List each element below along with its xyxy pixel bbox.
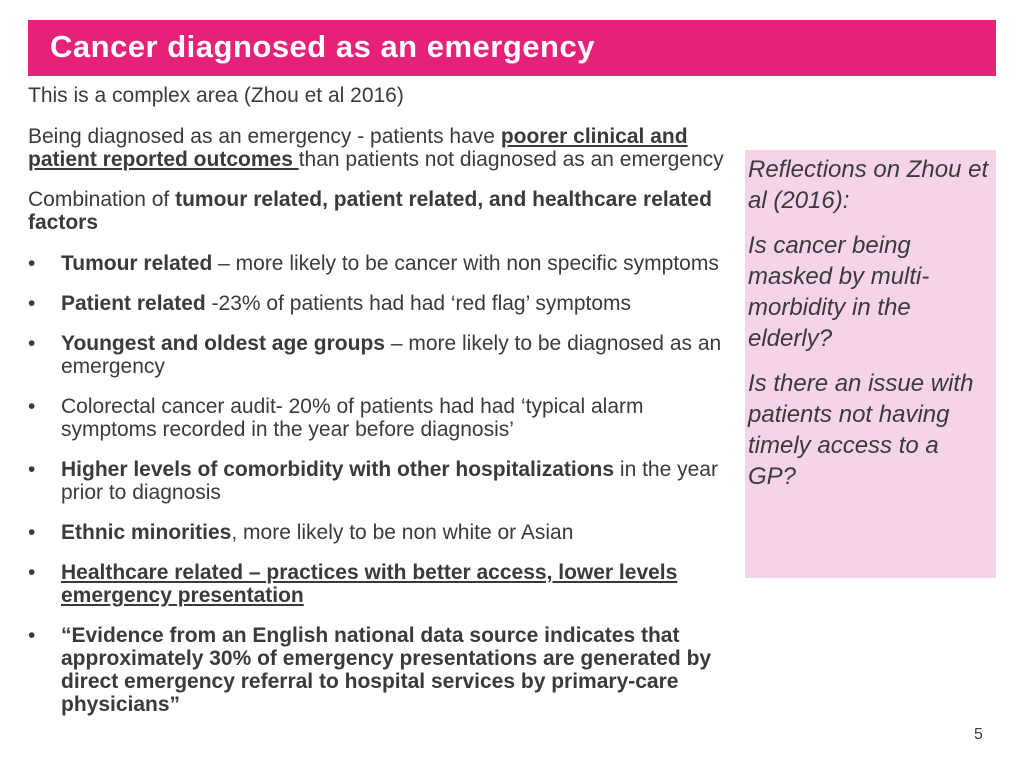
comorbidity-label: Higher levels of comorbidity with other hospitalizations (61, 458, 615, 481)
list-item-evidence (28, 624, 740, 716)
bullet-marker: • (28, 521, 36, 544)
combination-factors: tumour related, patient related, and healthcare related factors (28, 188, 712, 234)
evidence-quote: “Evidence from an English national data source indicates that approximately 30% of emergency presentations are generated by direct emergency referral to hospital services by primary-care physicians” (61, 624, 712, 716)
list-item-comorbidity (28, 458, 740, 504)
age-label: Youngest and oldest age groups (61, 332, 385, 355)
page-number: 5 (974, 726, 983, 743)
emergency-suffix: than patients not diagnosed as an emergency (298, 148, 724, 171)
emergency-paragraph (28, 125, 740, 171)
list-item-healthcare (28, 561, 740, 607)
age-text: – more likely to be diagnosed as an emergency (61, 332, 722, 378)
list-item-ethnic (28, 521, 740, 544)
patient-text: -23% of patients had had ‘red flag’ symptoms (205, 292, 631, 315)
colorectal-text: Colorectal cancer audit- 20% of patients had had ‘typical alarm symptoms recorded in the year before diagnosis’ (61, 395, 644, 441)
reflections-heading: Reflections on Zhou et al (2016): (748, 156, 989, 214)
factor-list (28, 252, 740, 716)
main-content (28, 84, 740, 733)
ethnic-text: , more likely to be non white or Asian (231, 521, 574, 544)
bullet-marker: • (28, 332, 36, 355)
reflections-box (745, 150, 996, 578)
title-bar (28, 20, 996, 76)
list-item-colorectal (28, 395, 740, 441)
tumour-text: – more likely to be cancer with non specific symptoms (212, 252, 719, 275)
bullet-marker: • (28, 292, 36, 315)
comorbidity-text: in the year prior to diagnosis (61, 458, 718, 504)
reflections-question-multimorbidity: Is cancer being masked by multi-morbidity in the elderly? (748, 232, 930, 352)
intro-text: This is a complex area (Zhou et al 2016) (28, 84, 404, 107)
reflections-question-gp-access: Is there an issue with patients not having timely access to a GP? (748, 370, 974, 490)
combination-paragraph (28, 188, 740, 234)
patient-label: Patient related (61, 292, 206, 315)
tumour-label: Tumour related (61, 252, 213, 275)
list-item-patient (28, 292, 740, 315)
healthcare-label: Healthcare related – practices with better access, lower levels emergency presentation (61, 561, 678, 607)
bullet-marker: • (28, 252, 36, 275)
bullet-marker: • (28, 395, 36, 418)
slide-title: Cancer diagnosed as an emergency (50, 29, 595, 64)
emergency-prefix: Being diagnosed as an emergency - patients have (28, 125, 501, 148)
emergency-outcomes-emphasis: poorer clinical and patient reported outcomes (28, 125, 688, 171)
bullet-marker: • (28, 624, 36, 647)
bullet-marker: • (28, 561, 36, 584)
ethnic-label: Ethnic minorities (61, 521, 232, 544)
list-item-age (28, 332, 740, 378)
bullet-marker: • (28, 458, 36, 481)
combination-prefix: Combination of (28, 188, 176, 211)
list-item-tumour (28, 252, 740, 275)
